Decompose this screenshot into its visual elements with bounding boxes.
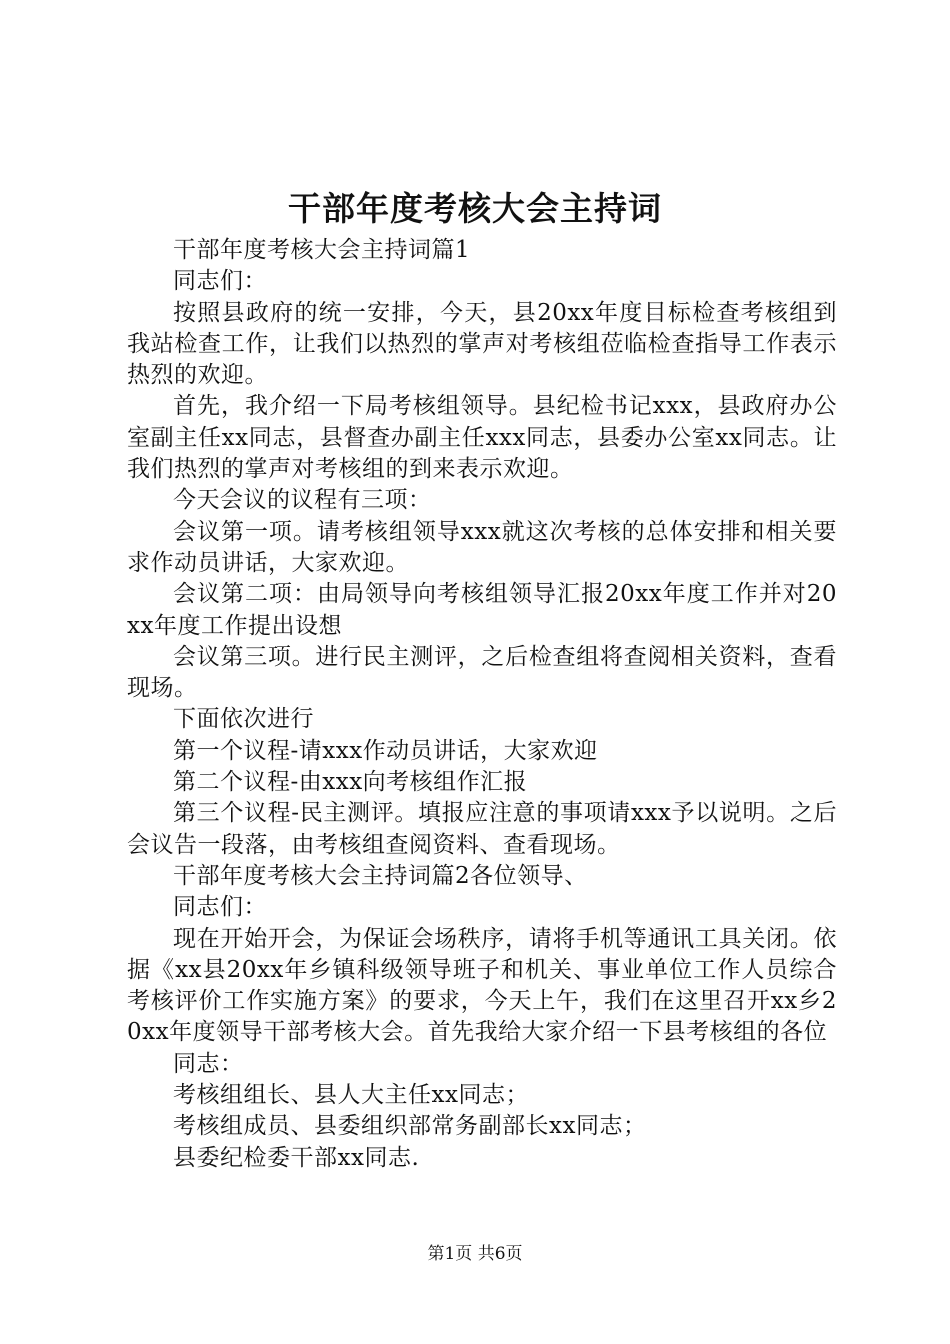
page-number-footer: 第1页 共6页: [427, 1244, 523, 1264]
paragraph: 现在开始开会，为保证会场秩序，请将手机等通讯工具关闭。依据《xx县20xx年乡镇科级领导班子和机关、事业单位工作人员综合考核评价工作实施方案》的要求，今天上午，我们在这里召开xx乡20xx年度领导干部考核大会。首先我给大家介绍一下县考核组的各位: [127, 925, 837, 1046]
paragraph: 会议第三项。进行民主测评，之后检查组将查阅相关资料，查看现场。: [127, 643, 837, 702]
paragraph: 考核组成员、县委组织部常务副部长xx同志；: [173, 1113, 647, 1140]
paragraph: 干部年度考核大会主持词篇1: [173, 237, 471, 263]
paragraph: 按照县政府的统一安排，今天，县20xx年度目标检查考核组到我站检查工作，让我们以热烈的掌声对考核组莅临检查指导工作表示热烈的欢迎。: [127, 299, 837, 389]
paragraph: 首先，我介绍一下局考核组领导。县纪检书记xxx，县政府办公室副主任xx同志，县督查办副主任xxx同志，县委办公室xx同志。让我们热烈的掌声对考核组的到来表示欢迎。: [127, 393, 837, 483]
document-title: 干部年度考核大会主持词: [288, 189, 662, 228]
paragraph: 县委纪检委干部xx同志.: [173, 1144, 420, 1171]
paragraph: 会议第二项：由局领导向考核组领导汇报20xx年度工作并对20xx年度工作提出设想: [127, 581, 837, 639]
paragraph: 第一个议程-请xxx作动员讲话，大家欢迎: [173, 737, 598, 764]
paragraph: 同志：: [173, 1050, 244, 1077]
paragraph: 下面依次进行: [173, 706, 314, 733]
document-body: [127, 235, 837, 1174]
paragraph: 第三个议程-民主测评。填报应注意的事项请xxx予以说明。之后会议告一段落，由考核组查阅资料、查看现场。: [127, 800, 837, 858]
paragraph: 今天会议的议程有三项：: [173, 487, 432, 514]
paragraph: 考核组组长、县人大主任xx同志；: [173, 1082, 529, 1109]
paragraph: 同志们：: [173, 894, 267, 921]
paragraph: 第二个议程-由xxx向考核组作汇报: [173, 769, 528, 796]
paragraph: 会议第一项。请考核组领导xxx就这次考核的总体安排和相关要求作动员讲话，大家欢迎。: [127, 518, 837, 576]
paragraph: 干部年度考核大会主持词篇2各位领导、: [173, 862, 588, 889]
paragraph: 同志们：: [173, 268, 267, 295]
